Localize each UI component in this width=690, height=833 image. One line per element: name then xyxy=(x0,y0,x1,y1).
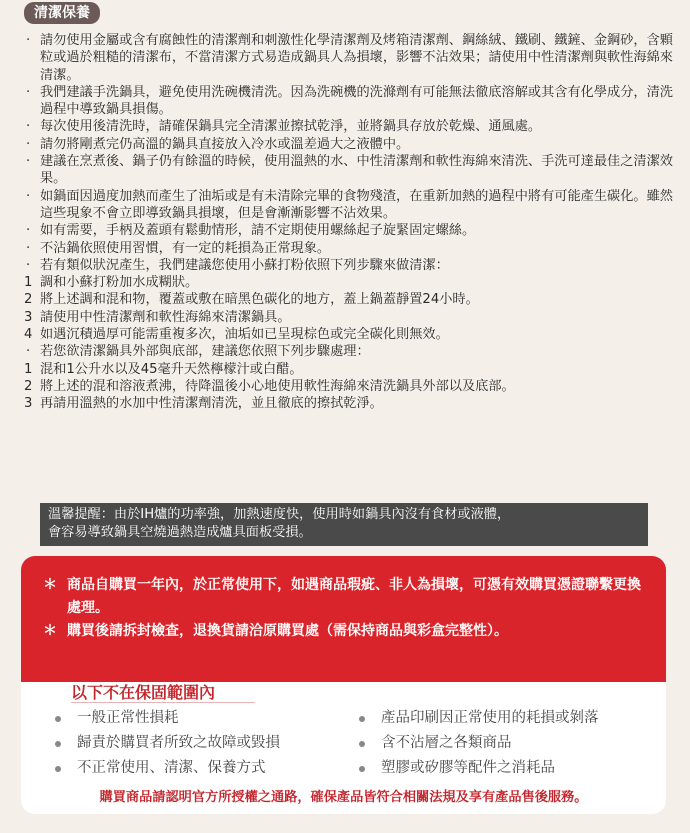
exclusion-item: 含不沾層之各類商品 xyxy=(359,731,599,756)
step-item xyxy=(24,361,674,378)
warranty-notice xyxy=(21,556,666,682)
exclusion-item: 一般正常性損耗 xyxy=(55,706,280,731)
step-number: 3 xyxy=(24,396,33,412)
step-text: 將上述調和混和物，覆蓋或敷在暗黑色碳化的地方，蓋上鍋蓋靜置24小時。 xyxy=(40,292,479,308)
care-bullet: · 我們建議手洗鍋具，避免使用洗碗機清洗。因為洗碗機的洗滌劑有可能無法徹底溶解或其含有化學成分，清洗過程中導致鍋具損傷。 xyxy=(24,84,674,119)
asterisk-icon: ＊ xyxy=(43,623,57,639)
care-bullet: · 請勿使用金屬或含有腐蝕性的清潔劑和刺激性化學清潔劑及烤箱清潔劑、鋼絲絨、鐵刷、鐵鏟、金鋼砂，含顆粒或過於粗糙的清潔布，不當清潔方式易造成鍋具人為損壞，影響不沾效果；請使用中性清潔劑與軟性海綿來清潔。 xyxy=(24,32,674,84)
exclusion-item: 歸責於購買者所致之故障或毀損 xyxy=(55,731,280,756)
care-bullet: · 若有類似狀況產生，我們建議您使用小蘇打粉依照下列步驟來做清潔： xyxy=(24,257,674,274)
exclusion-item: 不正常使用、清潔、保養方式 xyxy=(55,756,280,781)
official-channel-note: 購買商品請認明官方所授權之通路，確保產品皆符合相關法規及享有產品售後服務。 xyxy=(99,790,588,805)
step-number: 3 xyxy=(24,309,33,325)
step-text: 混和1公升水以及45毫升天然檸檬汁或白醋。 xyxy=(40,361,303,377)
step-number: 2 xyxy=(24,292,33,308)
step-text: 將上述的混和溶液煮沸，待降溫後小心地使用軟性海綿來清洗鍋具外部以及底部。 xyxy=(40,378,515,394)
step-item xyxy=(24,326,674,343)
tip-line: 溫馨提醒：由於IH爐的功率強，加熱速度快，使用時如鍋具內沒有食材或液體， xyxy=(48,507,511,522)
exclusion-list-right xyxy=(359,706,599,781)
care-instructions xyxy=(24,32,674,413)
warranty-text: 商品自購買一年內，於正常使用下，如遇商品瑕疵、非人為損壞，可憑有效購買憑證聯繫更換處理。 xyxy=(67,577,641,616)
step-number: 2 xyxy=(24,378,33,394)
step-item xyxy=(24,395,674,412)
care-bullet: · 每次使用後清洗時，請確保鍋具完全清潔並擦拭乾淨，並將鍋具存放於乾燥、通風處。 xyxy=(24,118,674,135)
care-bullet: · 建議在烹煮後、鍋子仍有餘溫的時候，使用溫熱的水、中性清潔劑和軟性海綿來清洗、手洗可達最佳之清潔效果。 xyxy=(24,153,674,188)
step-number: 1 xyxy=(24,275,33,291)
care-bullet: · 如鍋面因過度加熱而產生了油垢或是有未清除完畢的食物殘渣，在重新加熱的過程中將有可能產生碳化。雖然這些現象不會立即導致鍋具損壞，但是會漸漸影響不沾效果。 xyxy=(24,188,674,223)
step-text: 調和小蘇打粉加水成糊狀。 xyxy=(40,275,199,291)
step-item xyxy=(24,378,674,395)
exclusion-title: 以下不在保固範圍內 xyxy=(71,683,216,702)
exclusion-item: 塑膠或矽膠等配件之消耗品 xyxy=(359,756,599,781)
step-number: 4 xyxy=(24,327,33,343)
warranty-text: 購買後請拆封檢查，退換貨請洽原購買處（需保持商品與彩盒完整性）。 xyxy=(67,623,508,639)
warranty-item xyxy=(41,620,646,643)
step-number: 1 xyxy=(24,361,33,377)
asterisk-icon: ＊ xyxy=(43,577,57,593)
care-bullet: · 不沾鍋依照使用習慣，有一定的耗損為正常現象。 xyxy=(24,240,674,257)
section-tag: 清潔保養 xyxy=(24,2,100,24)
ih-warning-box xyxy=(40,503,648,546)
step-item xyxy=(24,309,674,326)
step-text: 再請用溫熱的水加中性清潔劑清洗，並且徹底的擦拭乾淨。 xyxy=(40,396,383,412)
warranty-item xyxy=(41,574,646,620)
exclusion-list-left xyxy=(55,706,280,781)
step-item xyxy=(24,274,674,291)
warranty-card xyxy=(21,556,666,814)
step-item xyxy=(24,291,674,308)
step-text: 請使用中性清潔劑和軟性海綿來清潔鍋具。 xyxy=(40,309,291,325)
tip-line: 會容易導致鍋具空燒過熱造成爐具面板受損。 xyxy=(48,525,312,540)
care-bullet: · 如有需要，手柄及蓋頭有鬆動情形，請不定期使用螺絲起子旋緊固定螺絲。 xyxy=(24,222,674,239)
care-bullet: · 請勿將剛煮完仍高溫的鍋具直接放入冷水或溫差過大之液體中。 xyxy=(24,136,674,153)
care-bullet: · 若您欲清潔鍋具外部與底部，建議您依照下列步驟處理： xyxy=(24,343,674,360)
exclusion-item: 產品印刷因正常使用的耗損或剝落 xyxy=(359,706,599,731)
step-text: 如遇沉積過厚可能需重複多次，油垢如已呈現棕色或完全碳化則無效。 xyxy=(40,327,449,343)
exclusion-divider xyxy=(71,702,255,703)
